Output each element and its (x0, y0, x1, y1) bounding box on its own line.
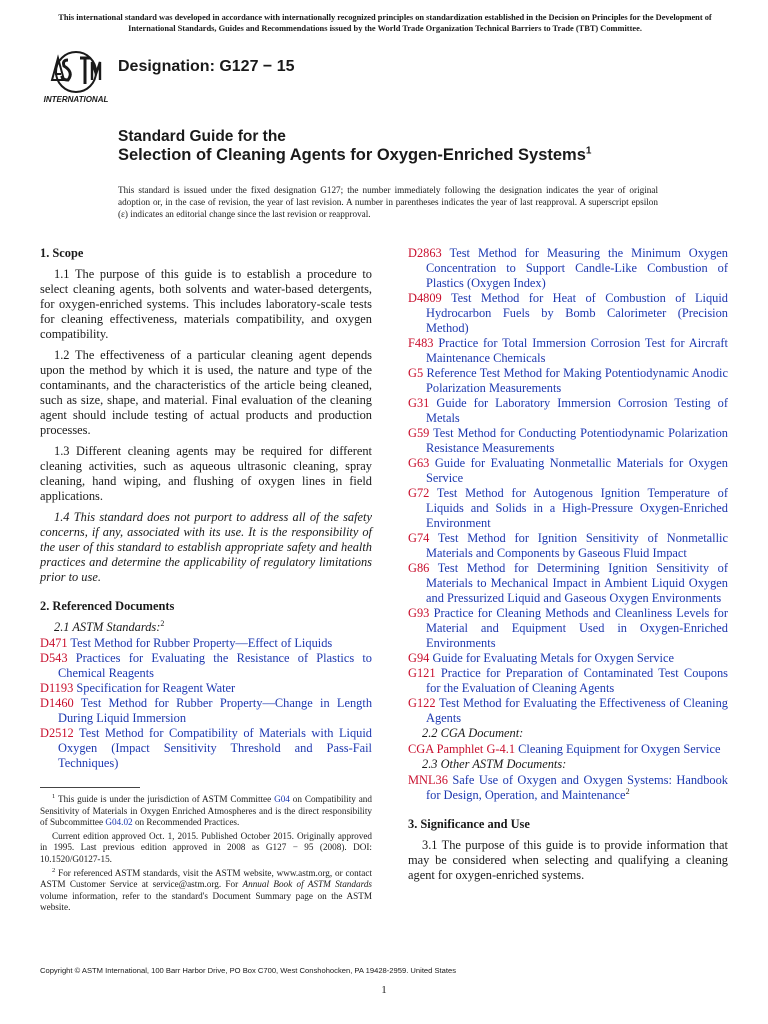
ref-code-link[interactable]: D543 (40, 651, 68, 665)
ref-title-link[interactable]: Test Method for Determining Ignition Sensitivity of Materials to Mechanical Impact in Ambient Liquid Oxygen and Pressurized Liquid and Gaseous Oxygen Environments (426, 561, 728, 605)
ref-code-link[interactable]: G31 (408, 396, 430, 410)
ref-title-link[interactable]: Practice for Preparation of Contaminated Test Coupons for the Evaluation of Cleaning Agents (426, 666, 728, 695)
scope-heading: 1. Scope (40, 246, 84, 260)
astm-standards-label (40, 620, 372, 635)
footnote-2: $^2$ For referenced ASTM standards, visit the ASTM website, www.astm.org, or contact ASTM Customer Service at service@astm.org. For Annual Book of ASTM Standards volume information, refer to the standard's Document Summary page on the ASTM website. (40, 866, 373, 913)
ref-title-link[interactable]: Guide for Laboratory Immersion Corrosion Testing of Metals (426, 396, 728, 425)
ref-code-link[interactable]: G94 (408, 651, 430, 665)
ref-item[interactable] (408, 742, 728, 757)
ref-code-link[interactable]: CGA Pamphlet G-4.1 (408, 742, 516, 756)
cga-document-label: 2.2 CGA Document: (422, 726, 524, 740)
ref-title-link[interactable]: Specification for Reagent Water (76, 681, 236, 695)
ref-title-link[interactable]: Guide for Evaluating Nonmetallic Materials for Oxygen Service (426, 456, 728, 485)
ref-code-link[interactable]: D4809 (408, 291, 442, 305)
ref-item[interactable] (408, 426, 728, 456)
ref-item[interactable] (40, 726, 372, 771)
ref-item[interactable] (408, 606, 728, 651)
ref-code-link[interactable]: MNL36 (408, 773, 448, 787)
ref-title-link[interactable]: Test Method for Autogenous Ignition Temperature of Liquids and Solids in a High-Pressure Oxygen-Enriched Environment (426, 486, 728, 530)
page-number: 1 (381, 984, 387, 996)
ref-code-link[interactable]: D471 (40, 636, 68, 650)
ref-code-link[interactable]: F483 (408, 336, 434, 350)
right-column (408, 246, 728, 889)
ref-item[interactable] (408, 696, 728, 726)
committee-g04-link[interactable]: G04 (274, 794, 290, 804)
ref-title-link[interactable]: Test Method for Compatibility of Materials with Liquid Oxygen (Impact Sensitivity Threshold and Pass-Fail Techniques) (58, 726, 372, 770)
ref-code-link[interactable]: D1193 (40, 681, 74, 695)
ref-code-link[interactable]: G121 (408, 666, 436, 680)
ref-title-link[interactable]: Cleaning Equipment for Oxygen Service (518, 742, 721, 756)
footnote-1-text-c: on Recommended Practices. (132, 817, 240, 828)
title-footnote-mark: 1 (585, 145, 592, 157)
astm-standards-label-text: 2.1 ASTM Standards: (54, 620, 161, 634)
scope-para-1-1: 1.1 The purpose of this guide is to establish a procedure to select cleaning agents, both solvents and water-based detergents, for oxygen-enriched systems. This includes laboratory-scale tests for cleaning effectiveness, materials compatibility, and oxygen compatibility. (40, 267, 372, 341)
ref-title-link[interactable]: Reference Test Method for Making Potentiodynamic Anodic Polarization Measurements (426, 366, 728, 395)
ref-item[interactable] (40, 636, 372, 651)
ref-item[interactable] (408, 291, 728, 336)
ref-code-link[interactable]: D2512 (40, 726, 74, 740)
ref-item[interactable] (408, 336, 728, 366)
ref-title-link[interactable]: Practice for Cleaning Methods and Cleanliness Levels for Material and Equipment Used in Oxygen-Enriched Environments (426, 606, 728, 650)
ref-code-link[interactable]: G122 (408, 696, 436, 710)
significance-para-3-1: 3.1 The purpose of this guide is to provide information that may be considered when selecting and qualifying a cleaning agent for oxygen-enriched systems. (408, 838, 728, 882)
issued-note: This standard is issued under the fixed designation G127; the number immediately following the designation indicates the year of original adoption or, in the case of revision, the year of last revision. A number in parentheses indicates the year of last reapproval. A superscript epsilon (ε) indicates an editorial change since the last revision or reapproval. (118, 185, 658, 219)
scope-para-1-2: 1.2 The effectiveness of a particular cleaning agent depends upon the method by which it is used, the nature and type of the contaminants, and the characteristics of the article being cleaned, such as size, shape, and material. Final evaluation of the cleaning agent should include testing of actual products and production processes. (40, 348, 372, 437)
ref-title-link[interactable]: Guide for Evaluating Metals for Oxygen Service (432, 651, 674, 665)
ref-item[interactable] (40, 681, 372, 696)
footnote-2-text-a: For referenced ASTM standards, visit the ASTM website, www.astm.org, or contact ASTM Customer Service at service@astm.org. For (40, 867, 373, 890)
refs-heading: 2. Referenced Documents (40, 599, 175, 613)
ref-code-link[interactable]: D1460 (40, 696, 74, 710)
scope-para-1-3: 1.3 Different cleaning agents may be required for different cleaning activities, such as aqueous ultrasonic cleaning, spray cleaning, hand wiping, and flushing of oxygen lines in field applications. (40, 444, 372, 503)
ref-item[interactable] (408, 396, 728, 426)
footnote-1-text-a: This guide is under the jurisdiction of ASTM Committee (57, 794, 275, 804)
designation: Designation: G127 − 15 (118, 58, 295, 75)
ref-item[interactable] (408, 666, 728, 696)
footnote-1-text-b: on Compatibility and Sensitivity of Materials in Oxygen Enriched Atmospheres and is the direct responsibility of Subcommittee (40, 794, 372, 828)
ref-item[interactable] (40, 651, 372, 681)
footnote-2-italic: Annual Book of ASTM Standards (242, 879, 372, 890)
ref-title-link[interactable]: Test Method for Heat of Combustion of Liquid Hydrocarbon Fuels by Bomb Calorimeter (Precision Method) (426, 291, 728, 335)
footnote-1: $^1$ This guide is under the jurisdiction of ASTM Committee G04 on Compatibility and Sensitivity of Materials in Oxygen Enriched Atmospheres and is the direct responsibility of Subcommittee G04.02 on Recommended Practices. (40, 792, 372, 828)
ref-title-link[interactable]: Practice for Total Immersion Corrosion Test for Aircraft Maintenance Chemicals (426, 336, 728, 365)
footnote-2-text-b: volume information, refer to the standard's Document Summary page on the ASTM website. (40, 890, 372, 913)
ref-code-link[interactable]: G59 (408, 426, 430, 440)
ref-item[interactable] (408, 486, 728, 531)
top-notice: This international standard was developed in accordance with internationally recognized principles on standardization established in the Decision on Principles for the Development of International Standards, Guides and Recommendations issued by the World Trade Organization Technical Barriers to Trade (TBT) Committee. (58, 13, 712, 33)
ref-item[interactable] (408, 561, 728, 606)
ref-title-link[interactable]: Test Method for Ignition Sensitivity of Nonmetallic Materials and Components by Gaseous Fluid Impact (426, 531, 728, 560)
left-column (40, 246, 372, 771)
logo-sub-text: INTERNATIONAL (43, 95, 109, 104)
copyright: Copyright © ASTM International, 100 Barr Harbor Drive, PO Box C700, West Conshohocken, PA 19428-2959. United States (40, 966, 457, 975)
ref-title-link[interactable]: Test Method for Rubber Property—Effect of Liquids (70, 636, 333, 650)
ref-code-link[interactable]: G74 (408, 531, 430, 545)
astm-footnote-mark: 2 (160, 618, 165, 628)
title-line-2 (118, 146, 738, 165)
ref-title-link[interactable]: Test Method for Measuring the Minimum Oxygen Concentration to Support Candle-Like Combustion of Plastics (Oxygen Index) (426, 246, 728, 290)
document-title (118, 127, 738, 165)
ref-title-link[interactable]: Practices for Evaluating the Resistance of Plastics to Chemical Reagents (58, 651, 372, 680)
ref-code-link[interactable]: G86 (408, 561, 430, 575)
ref-code-link[interactable]: D2863 (408, 246, 442, 260)
ref-title-link[interactable]: Test Method for Evaluating the Effectiveness of Cleaning Agents (426, 696, 729, 725)
footnote-divider (40, 787, 140, 788)
ref-code-link[interactable]: G5 (408, 366, 424, 380)
footnotes (40, 794, 372, 916)
ref-code-link[interactable]: G93 (408, 606, 430, 620)
ref-item[interactable] (408, 456, 728, 486)
mnl36-footnote-mark: 2 (625, 786, 630, 796)
title-line-1: Standard Guide for the (118, 128, 286, 145)
ref-title-link[interactable]: Safe Use of Oxygen and Oxygen Systems: Handbook for Design, Operation, and Maintenance (426, 773, 728, 802)
ref-item[interactable] (40, 696, 372, 726)
ref-title-link[interactable]: Test Method for Conducting Potentiodynamic Polarization Resistance Measurements (426, 426, 728, 455)
subcommittee-g04-02-link[interactable]: G04.02 (105, 817, 133, 828)
ref-item[interactable] (408, 366, 728, 396)
ref-code-link[interactable]: G63 (408, 456, 430, 470)
ref-item[interactable] (408, 773, 728, 803)
significance-heading: 3. Significance and Use (408, 817, 530, 831)
other-astm-label: 2.3 Other ASTM Documents: (422, 757, 567, 771)
ref-code-link[interactable]: G72 (408, 486, 430, 500)
ref-item[interactable] (408, 531, 728, 561)
ref-item[interactable] (408, 651, 728, 666)
footnote-1-edition: Current edition approved Oct. 1, 2015. Published October 2015. Originally approved in 1995. Last previous edition approved in 2008 as G127 − 95 (2008). DOI: 10.1520/G0127-15. (40, 830, 372, 864)
ref-item[interactable] (408, 246, 728, 291)
scope-para-1-4: 1.4 This standard does not purport to address all of the safety concerns, if any, associated with its use. It is the responsibility of the user of this standard to establish appropriate safety and health practices and determine the applicability of regulatory limitations prior to use. (40, 510, 372, 584)
ref-title-link[interactable]: Test Method for Rubber Property—Change in Length During Liquid Immersion (58, 696, 373, 725)
title-line-2-text: Selection of Cleaning Agents for Oxygen-Enriched Systems (118, 146, 586, 164)
astm-logo-icon (38, 50, 114, 106)
